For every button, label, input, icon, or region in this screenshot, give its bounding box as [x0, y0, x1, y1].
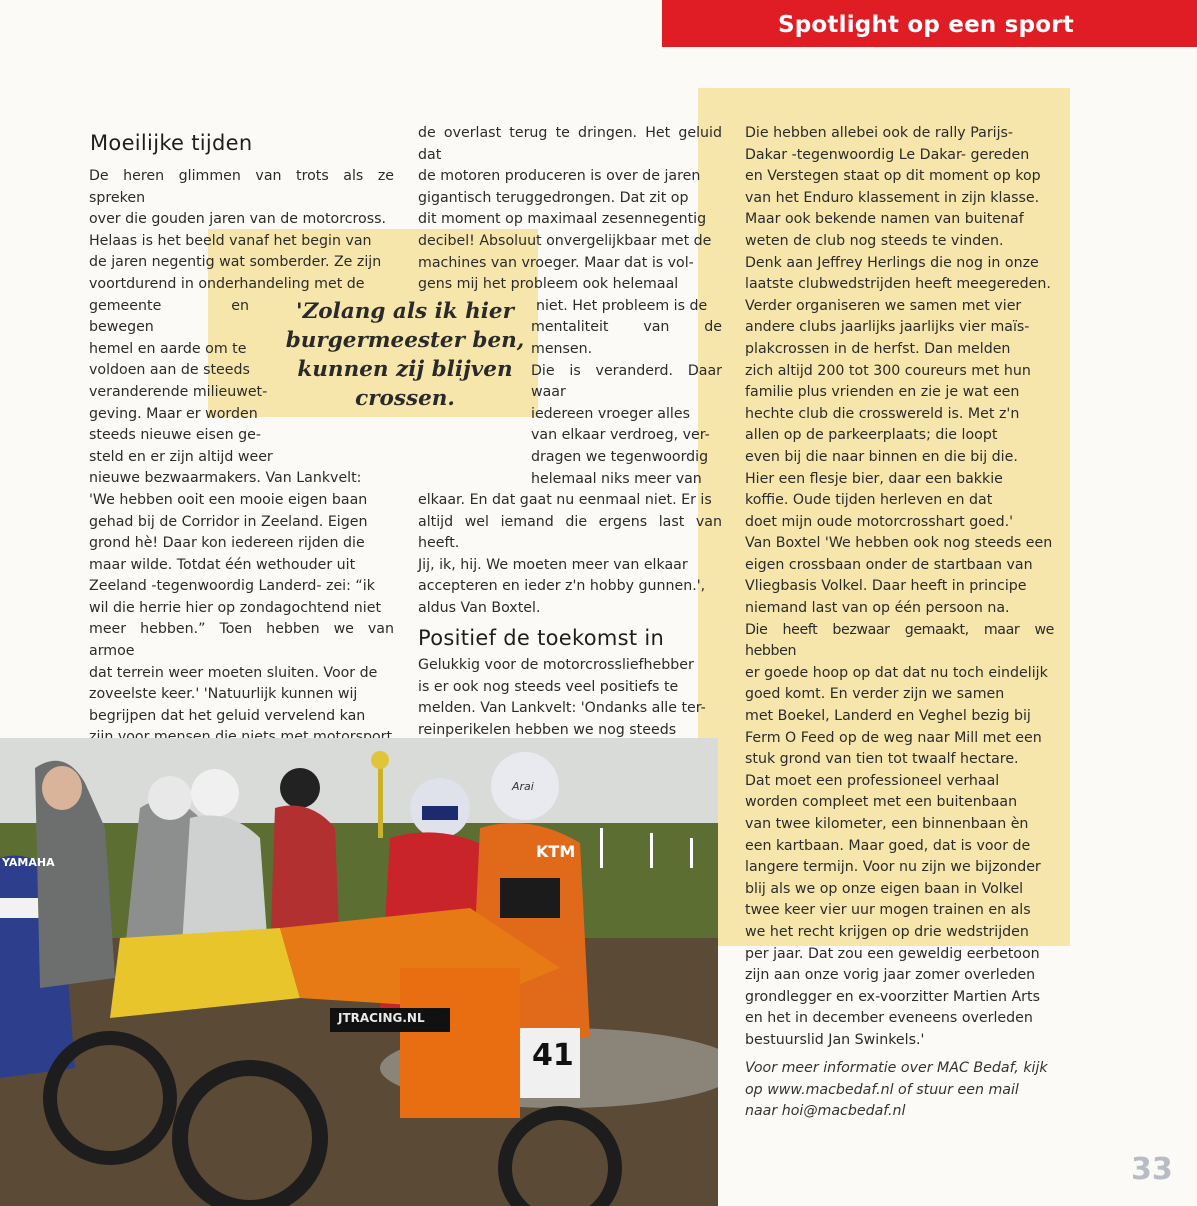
- text-line: van elkaar verdroeg, ver-: [531, 427, 710, 444]
- jacket-logo: YAMAHA: [2, 856, 55, 869]
- text-line: gemeente en bewegen: [89, 297, 249, 336]
- text-line: begrijpen dat het geluid vervelend kan: [89, 707, 366, 724]
- text-line: Helaas is het beeld vanaf het begin van: [89, 232, 372, 249]
- text-line: gigantisch teruggedrongen. Dat zit op: [418, 189, 689, 206]
- page-number: 33: [1131, 1152, 1173, 1187]
- text-line: Dat moet een professioneel verhaal: [745, 772, 1000, 789]
- text-line: met Boekel, Landerd en Veghel bezig bij: [745, 708, 1031, 725]
- text-line: en het in december eveneens overleden: [745, 1010, 1033, 1027]
- column-2: [418, 123, 722, 785]
- text-line: een kartbaan. Maar goed, dat is voor de: [745, 837, 1031, 854]
- text-line: grond hè! Daar kon iedereen rijden die: [89, 535, 365, 552]
- text-line: steld en er zijn altijd weer: [89, 448, 273, 465]
- text-line: Denk aan Jeffrey Herlings die nog in onze: [745, 254, 1039, 271]
- text-line: eigen crossbaan onder de startbaan van: [745, 556, 1033, 573]
- text-line: zich altijd 200 tot 300 coureurs met hun: [745, 362, 1031, 379]
- info-line: op www.macbedaf.nl of stuur een mail: [745, 1081, 1019, 1098]
- text-line: Vliegbasis Volkel. Daar heeft in principe: [745, 578, 1027, 595]
- motocross-riders-photo: [0, 738, 718, 1206]
- text-line: aldus Van Boxtel.: [418, 600, 541, 617]
- jersey-logo: KTM: [536, 842, 576, 861]
- text-line: de motoren produceren is over de jaren: [418, 168, 701, 185]
- text-line: voldoen aan de steeds: [89, 362, 250, 379]
- text-line: hechte club die crosswereld is. Met z'n: [745, 405, 1020, 422]
- text-line: grondlegger en ex-voorzitter Martien Arts: [745, 988, 1040, 1005]
- section-title: Spotlight op een sport: [778, 12, 1074, 38]
- text-line: gens mij het probleem ook helemaal: [418, 276, 679, 293]
- text-line: Dakar -tegenwoordig Le Dakar- gereden: [745, 146, 1030, 163]
- text-line: Hier een flesje bier, daar een bakkie: [745, 470, 1003, 487]
- text-line: De heren glimmen van trots als ze spreken: [89, 168, 394, 206]
- text-line: per jaar. Dat zou een geweldig eerbetoon: [745, 945, 1040, 962]
- text-line: Maar ook bekende namen van buitenaf: [745, 211, 1024, 228]
- text-line: plakcrossen in de herfst. Dan melden: [745, 340, 1011, 357]
- text-line: veranderende milieuwet-: [89, 383, 268, 400]
- info-line: Voor meer informatie over MAC Bedaf, kijk: [745, 1060, 1048, 1076]
- text-line: altijd wel iemand die ergens last van heeft.: [418, 513, 722, 552]
- text-line: familie plus vrienden en zie je wat een: [745, 384, 1020, 401]
- text-line: niemand last van op één persoon na.: [745, 600, 1010, 617]
- text-line: 'We hebben ooit een mooie eigen baan: [89, 491, 368, 508]
- text-line: decibel! Absoluut onvergelijkbaar met de: [418, 232, 712, 249]
- text-line: bestuurslid Jan Swinkels.': [745, 1031, 925, 1048]
- column-3: [745, 123, 1054, 1052]
- text-line: reinperikelen hebben we nog steeds: [418, 722, 677, 739]
- text-line: laatste clubwedstrijden heeft meegereden.: [745, 276, 1051, 293]
- text-line: andere clubs jaarlijks jaarlijks vier maïs-: [745, 319, 1030, 336]
- text-line: steeds nieuwe eisen ge-: [89, 427, 261, 444]
- text-line: Die hebben allebei ook de rally Parijs-: [745, 125, 1014, 141]
- text-line: nieuwe bezwaarmakers. Van Lankvelt:: [89, 470, 362, 487]
- text-line: meer hebben.” Toen hebben we van armoe: [89, 621, 394, 660]
- text-line: gehad bij de Corridor in Zeeland. Eigen: [89, 513, 368, 530]
- text-line: dat terrein weer moeten sluiten. Voor de: [89, 664, 378, 681]
- quote-line: burgermeester ben,: [285, 328, 525, 353]
- text-line: Gelukkig voor de motorcrossliefhebber: [418, 657, 694, 674]
- text-line: koffie. Oude tijden herleven en dat: [745, 492, 993, 509]
- text-line: twee keer vier uur mogen trainen en als: [745, 902, 1031, 919]
- info-line: naar hoi@macbedaf.nl: [745, 1103, 906, 1120]
- helmet-logo: Arai: [512, 780, 534, 793]
- heading-positief: Positief de toekomst in: [418, 625, 665, 650]
- text-line: doet mijn oude motorcrosshart goed.': [745, 513, 1014, 530]
- text-line: van twee kilometer, een binnenbaan èn: [745, 816, 1029, 832]
- text-line: en Verstegen staat op dit moment op kop: [745, 168, 1041, 185]
- quote-line: crossen.: [355, 386, 455, 411]
- text-line: over die gouden jaren van de motorcross.: [89, 211, 387, 228]
- text-line: maar wilde. Totdat één wethouder uit: [89, 556, 356, 573]
- text-line: Zeeland -tegenwoordig Landerd- zei: “ik: [89, 578, 375, 595]
- text-line: zoveelste keer.' 'Natuurlijk kunnen wij: [89, 686, 358, 703]
- text-line: van het Enduro klassement in zijn klasse.: [745, 189, 1040, 206]
- text-line: dragen we tegenwoordig: [531, 448, 709, 465]
- text-line: Die heeft bezwaar gemaakt, maar we hebben: [745, 621, 1054, 660]
- text-line: elkaar. En dat gaat nu eenmaal niet. Er is: [418, 492, 712, 509]
- bike-sticker: JTRACING.NL: [338, 1011, 425, 1025]
- text-line: worden compleet met een buitenbaan: [745, 794, 1018, 811]
- race-number: 41: [532, 1038, 574, 1073]
- text-line: Verder organiseren we samen met vier: [745, 297, 1022, 314]
- text-line: er goede hoop op dat dat nu toch eindelijk: [745, 664, 1048, 681]
- text-line: we het recht krijgen op drie wedstrijden: [745, 923, 1029, 940]
- text-line: allen op de parkeerplaats; die loopt: [745, 427, 998, 444]
- text-line: blij als we op onze eigen baan in Volkel: [745, 880, 1024, 897]
- text-line: Die is veranderd. Daar waar: [531, 362, 722, 401]
- text-line: melden. Van Lankvelt: 'Ondanks alle ter-: [418, 700, 706, 717]
- text-line: voortdurend in onderhandeling met de: [89, 275, 365, 292]
- photo-illustration: [0, 738, 718, 1206]
- text-line: Jij, ik, hij. We moeten meer van elkaar: [418, 556, 688, 573]
- text-line: Ferm O Feed op de weg naar Mill met een: [745, 729, 1042, 746]
- section-header: [662, 0, 1197, 47]
- text-line: dit moment op maximaal zesennegentig: [418, 211, 707, 228]
- text-line: goed komt. En verder zijn we samen: [745, 686, 1005, 703]
- text-line: is er ook nog steeds veel positiefs te: [418, 678, 679, 695]
- text-line: Van Boxtel 'We hebben ook nog steeds een: [745, 535, 1053, 552]
- text-line: accepteren en ieder z'n hobby gunnen.',: [418, 578, 706, 595]
- text-line: de jaren negentig wat somberder. Ze zijn: [89, 254, 382, 271]
- column-1: [89, 166, 394, 771]
- text-line: machines van vroeger. Maar dat is vol-: [418, 254, 694, 271]
- text-line: niet. Het probleem is de: [536, 297, 708, 314]
- text-line: even bij die naar binnen en die bij die.: [745, 448, 1018, 465]
- text-line: geving. Maar er worden: [89, 405, 258, 422]
- text-line: iedereen vroeger alles: [531, 405, 690, 422]
- text-line: de overlast terug te dringen. Het geluid dat: [418, 125, 722, 163]
- heading-moeilijke-tijden: Moeilijke tijden: [90, 131, 253, 155]
- text-line: hemel en aarde om te: [89, 340, 247, 357]
- text-line: helemaal niks meer van: [531, 470, 702, 487]
- text-line: stuk grond van tien tot twaalf hectare.: [745, 751, 1019, 768]
- more-info-note: [745, 1058, 1065, 1123]
- text-line: weten de club nog steeds te vinden.: [745, 232, 1004, 249]
- text-line: mentaliteit van de mensen.: [531, 319, 722, 357]
- quote-line: 'Zolang als ik hier: [296, 299, 514, 324]
- quote-line: kunnen zij blijven: [297, 357, 513, 382]
- text-line: zijn aan onze vorig jaar zomer overleden: [745, 967, 1036, 984]
- text-line: wil die herrie hier op zondagochtend niet: [89, 599, 382, 616]
- text-line: langere termijn. Voor nu zijn we bijzonder: [745, 859, 1041, 876]
